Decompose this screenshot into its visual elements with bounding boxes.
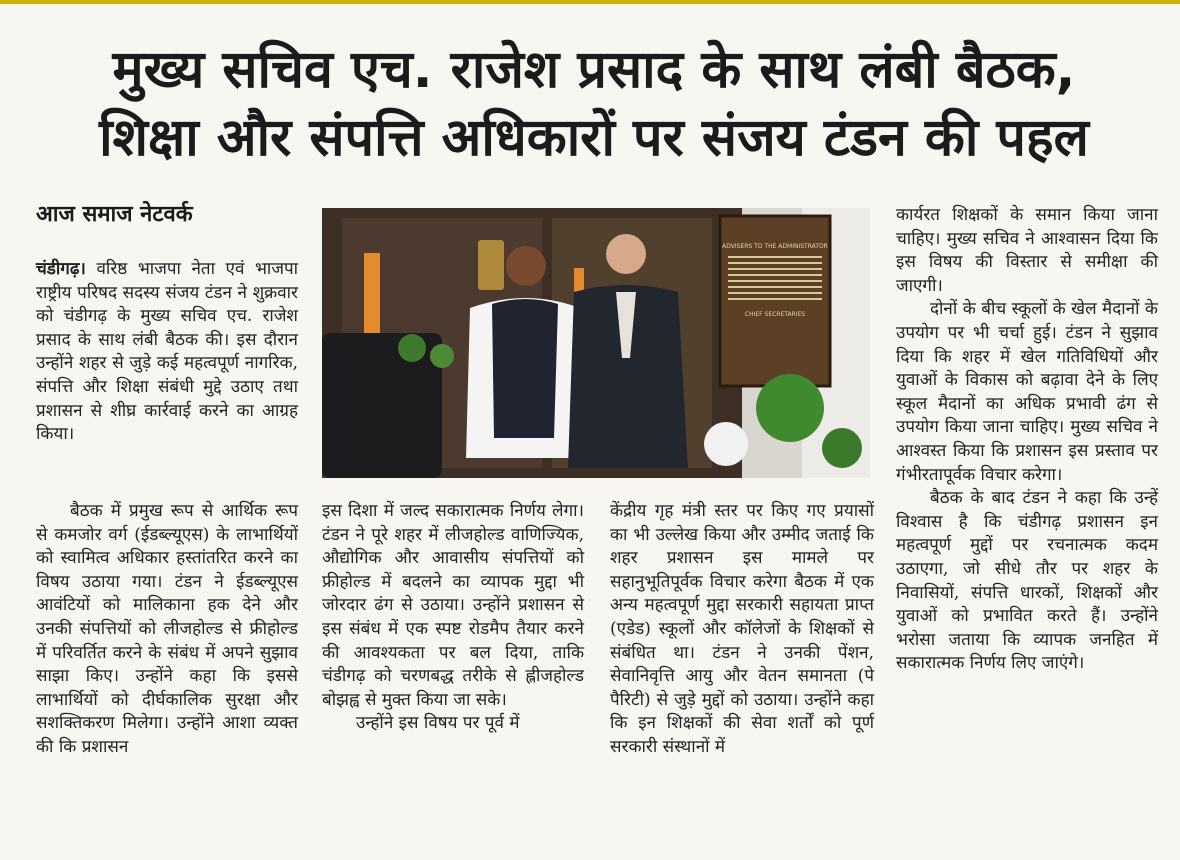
headline-line-2: शिक्षा और संपत्ति अधिकारों पर संजय टंडन की पहल xyxy=(99,108,1089,168)
dateline: चंडीगढ़। xyxy=(36,259,86,279)
board-subtitle: CHIEF SECRETARIES xyxy=(744,311,806,318)
paragraph-col4-2: दोनों के बीच स्कूलों के खेल मैदानों के उपयोग पर भी चर्चा हुई। टंडन ने सुझाव दिया कि शहर में खेल गतिविधियों और युवाओं के विकास को बढ़ावा देने के लिए स्कूल मैदानों का अधिक प्रभावी ढंग से उपयोग किया जाना चाहिए। मुख्य सचिव ने आश्वस्त किया कि प्रशासन इस प्रस्ताव पर गंभीरतापूर्वक विचार करेगा। xyxy=(896,299,1158,485)
news-photo xyxy=(322,208,870,478)
column-1-top xyxy=(36,258,298,447)
byline: आज समाज नेटवर्क xyxy=(36,202,193,227)
column-4 xyxy=(896,204,1158,676)
paragraph-col3-1: केंद्रीय गृह मंत्री स्तर पर किए गए प्रयासों का भी उल्लेख किया और उम्मीद जताई कि शहर प्रशासन इस मामले पर सहानुभूतिपूर्वक विचार करेगा बैठक में एक अन्य महत्वपूर्ण मुद्दा सरकारी सहायता प्राप्त (एडेड) स्कूलों और कॉलेजों के शिक्षकों से संबंधित था। टंडन ने उनकी पेंशन, सेवानिवृत्ति आयु और वेतन समानता (पे पैरिटी) से जुड़े मुद्दों को उठाया। उन्होंने कहा कि इन शिक्षकों की सेवा शर्तों को पूर्ण सरकारी संस्थानों में xyxy=(610,501,874,757)
paragraph-col4-1: कार्यरत शिक्षकों के समान किया जाना चाहिए। मुख्य सचिव ने आश्वासन दिया कि इस विषय की विस्तार से समीक्षा की जाएगी। xyxy=(896,205,1158,296)
headline-line-1: मुख्य सचिव एच. राजेश प्रसाद के साथ लंबी बैठक, xyxy=(112,40,1076,100)
headline xyxy=(14,36,1174,172)
paragraph-intro xyxy=(36,258,298,447)
board-title: ADVISERS TO THE ADMINISTRATOR xyxy=(722,243,828,250)
column-3 xyxy=(610,500,874,760)
column-1-bottom xyxy=(36,500,298,760)
column-2 xyxy=(322,500,584,736)
paragraph-col4-3: बैठक के बाद टंडन ने कहा कि उन्हें विश्वास है कि चंडीगढ़ प्रशासन इन महत्वपूर्ण मुद्दों पर रचनात्मक कदम उठाएगा, जो सीधे तौर पर शहर के निवासियों, संपत्ति धारकों, शिक्षकों और युवाओं को प्रभावित करते हैं। उन्होंने भरोसा जताया कि व्यापक जनहित में सकारात्मक निर्णय लिए जाएंगे। xyxy=(896,488,1158,674)
paragraph-ews: बैठक में प्रमुख रूप से आर्थिक रूप से कमजोर वर्ग (ईडब्ल्यूएस) के लाभार्थियों को स्वामित्व अधिकार हस्तांतरित करने का विषय उठाया गया। टंडन ने ईडब्ल्यूएस आवंटियों को मालिकाना हक देने और उनकी संपत्तियों को लीजहोल्ड से फ्रीहोल्ड में परिवर्तित करने के संबंध में अपने सुझाव साझा किए। उन्होंने कहा कि इससे लाभार्थियों को दीर्घकालिक सुरक्षा और सशक्तिकरण मिलेगा। उन्होंने आशा व्यक्त की कि प्रशासन xyxy=(36,501,298,757)
top-rule xyxy=(0,0,1180,4)
photo-illustration xyxy=(322,208,870,478)
paragraph-col2-2: उन्होंने इस विषय पर पूर्व में xyxy=(356,713,520,734)
paragraph-intro-text: वरिष्ठ भाजपा नेता एवं भाजपा राष्ट्रीय परिषद सदस्य संजय टंडन ने शुक्रवार को चंडीगढ़ के मुख्य सचिव एच. राजेश प्रसाद के साथ लंबी बैठक की। इस दौरान उन्होंने शहर से जुड़े कई महत्वपूर्ण नागरिक, संपत्ति और शिक्षा संबंधी मुद्दे उठाए तथा प्रशासन से शीघ्र कार्रवाई करने का आग्रह किया। xyxy=(36,259,299,445)
paragraph-col2-1: इस दिशा में जल्द सकारात्मक निर्णय लेगा। टंडन ने पूरे शहर में लीजहोल्ड वाणिज्यिक, औद्योगिक और आवासीय संपत्तियों को फ्रीहोल्ड में बदलने का व्यापक मुद्दा भी जोरदार ढंग से उठाया। उन्होंने प्रशासन से इस संबंध में एक स्पष्ट रोडमैप तैयार करने की आवश्यकता पर बल दिया, ताकि चंडीगढ़ को चरणबद्ध तरीके से ह्लीजहोल्ड बोझह्व से मुक्त किया जा सके। xyxy=(322,501,584,710)
